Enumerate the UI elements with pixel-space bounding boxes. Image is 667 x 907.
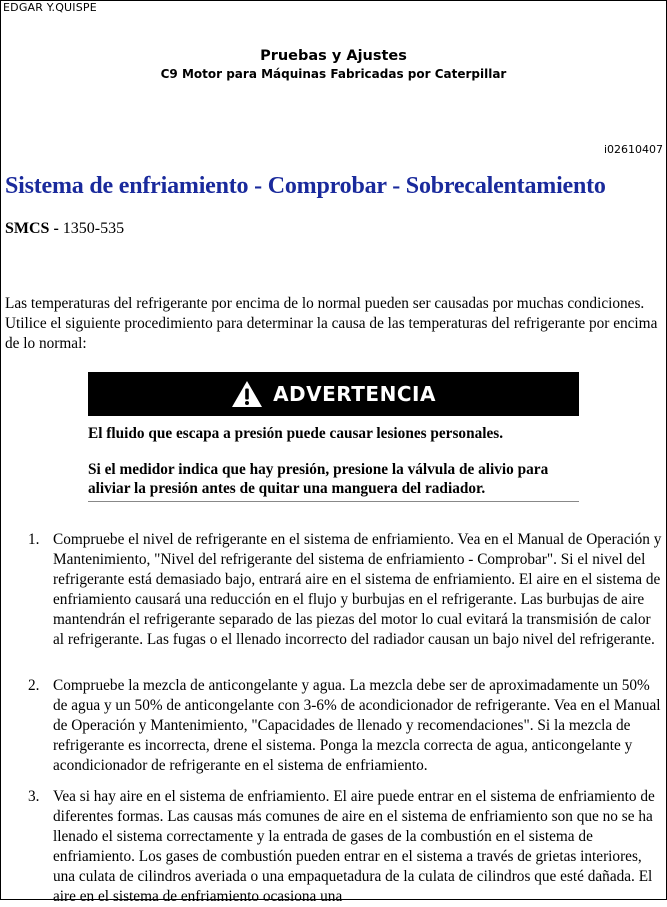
smcs-value: 1350-535 [62, 220, 125, 237]
warning-divider [88, 501, 579, 502]
header-subtitle: C9 Motor para Máquinas Fabricadas por Caterpillar [160, 67, 507, 81]
intro-paragraph: Las temperaturas del refrigerante por encima de lo normal pueden ser causadas por muchas condiciones. Utilice el siguiente procedimiento para determinar la causa de las temperaturas del refrigerante por encima de lo normal: [5, 295, 658, 352]
author-label: EDGAR Y.QUISPE [3, 1, 97, 14]
step-number: 3. [28, 788, 40, 805]
page-title: Sistema de enfriamiento - Comprobar - Sobrecalentamiento [5, 173, 606, 199]
warning-triangle-icon [231, 380, 263, 408]
step-text: Compruebe la mezcla de anticongelante y agua. La mezcla debe ser de aproximadamente un 50% de agua y un 50% de anticongelante con 3-6% de acondicionador de refrigerante. Vea en el Manual de Operación y Mantenimiento, "Capacidades de llenado y recomendaciones". Si la mezcla de refrigerante es incorrecta, drene el sistema. Ponga la mezcla correcta de agua, anticongelante y acondicionador de refrigerante en el sistema de enfriamiento. [53, 677, 661, 774]
document-id: i02610407 [603, 143, 663, 156]
step-text: Compruebe el nivel de refrigerante en el sistema de enfriamiento. Vea en el Manual de Operación y Mantenimiento, "Nivel del refrigerante del sistema de enfriamiento - Comprobar". Si el nivel del refrigerante está demasiado bajo, entrará aire en el sistema de enfriamiento. El aire en el sistema de enfriamiento causará una reducción en el flujo y burbujas en el refrigerante. Las burbujas de aire mantendrán el refrigerante separado de las piezas del motor lo cual evitará la transmisión de calor al refrigerante. Las fugas o el llenado incorrecto del radiador causan un bajo nivel del refrigerante. [53, 531, 662, 648]
warning-label: ADVERTENCIA [273, 382, 436, 406]
warning-text-2: Si el medidor indica que hay presión, presione la válvula de alivio para aliviar la presión antes de quitar una manguera del radiador. [88, 461, 549, 497]
step-number: 1. [28, 531, 40, 548]
header-title: Pruebas y Ajustes [260, 48, 407, 64]
smcs-code [5, 220, 124, 238]
warning-text-1: El fluido que escapa a presión puede causar lesiones personales. [88, 425, 504, 442]
step-number: 2. [28, 677, 40, 694]
warning-banner [88, 372, 579, 416]
step-text: Vea si hay aire en el sistema de enfriamiento. El aire puede entrar en el sistema de enfriamiento de diferentes formas. Las causas más comunes de aire en el sistema de enfriamiento son que no se ha llenado el sistema correctamente y la entrada de gases de la combustión en el sistema de enfriamiento. Los gases de combustión pueden entrar en el sistema a través de grietas interiores, una culata de cilindros averiada o una empaquetadura de la culata de cilindros que esté dañada. El aire en el sistema de enfriamiento ocasiona una [53, 788, 655, 905]
smcs-label: SMCS - [5, 220, 59, 237]
